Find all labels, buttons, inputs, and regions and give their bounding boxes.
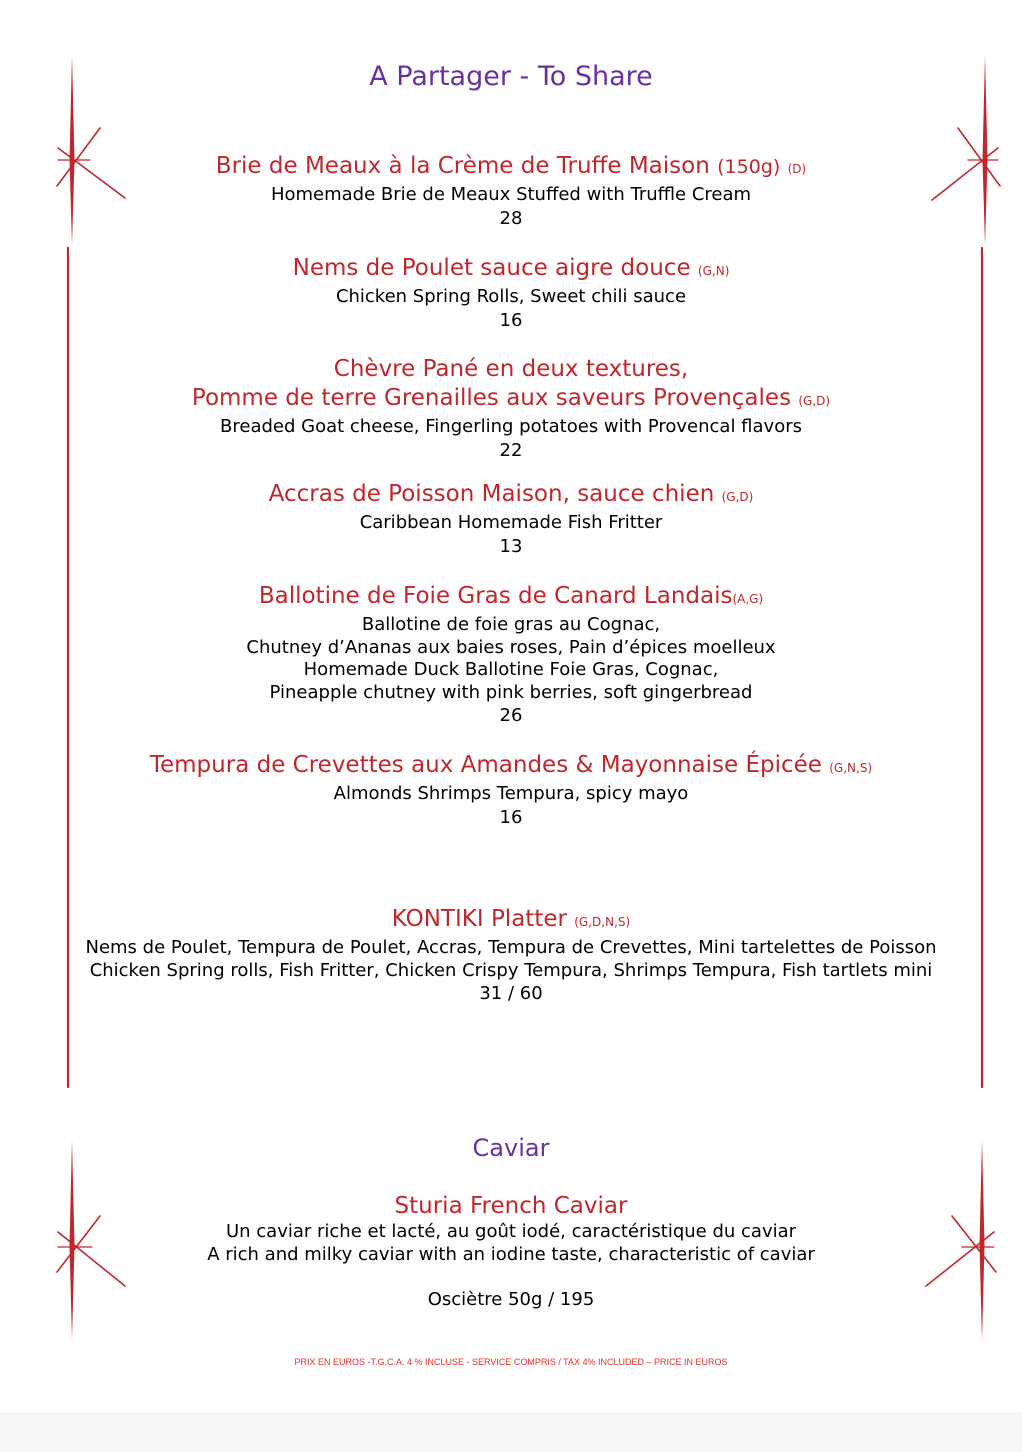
footer-note: PRIX EN EUROS -T.G.C.A. 4 % INCLUSE - SERVICE COMPRIS / TAX 4% INCLUDED – PRICE IN EUROS: [294, 1357, 728, 1367]
dish-description: Nems de Poulet, Tempura de Poulet, Accras, Tempura de Crevettes, Mini tartelettes de Poisson: [85, 937, 937, 958]
dish-name: [0, 905, 1022, 937]
menu-item: [0, 582, 1022, 727]
dish-name: [0, 480, 1022, 512]
dish-name: [0, 582, 1022, 614]
dish-description: Chutney d’Ananas aux baies roses, Pain d’épices moelleux: [246, 636, 776, 658]
menu-item: [0, 480, 1022, 558]
menu-item: [0, 254, 1022, 332]
dish-description: Homemade Brie de Meaux Stuffed with Truffle Cream: [270, 184, 752, 205]
menu-item: [0, 152, 1022, 230]
dish-weight: (150g): [717, 156, 781, 178]
dish-price: 13: [499, 535, 523, 557]
dish-price: 26: [499, 705, 523, 726]
menu-item: [0, 355, 1022, 462]
dish-name-text: KONTIKI Platter: [391, 906, 567, 932]
dish-description: Breaded Goat cheese, Fingerling potatoes with Provencal flavors: [220, 416, 802, 437]
allergen-tag: (G,N,S): [829, 761, 873, 775]
allergen-tag: (D): [787, 162, 807, 176]
dish-name-text: Tempura de Crevettes aux Amandes & Mayonnaise Épicée: [149, 752, 822, 778]
dish-name-text: Brie de Meaux à la Crème de Truffe Maison: [215, 153, 710, 179]
dish-name-line1: Chèvre Pané en deux textures,: [333, 356, 689, 382]
dish-price: 16: [499, 309, 523, 331]
allergen-tag: (G,N): [697, 264, 730, 278]
dish-name-text: Nems de Poulet sauce aigre douce: [292, 255, 691, 281]
dish-name: [0, 254, 1022, 286]
allergen-tag: (G,D,N,S): [574, 915, 631, 929]
menu-item: [0, 751, 1022, 829]
dish-price: 31 / 60: [479, 983, 543, 1004]
page-bottom-margin: [0, 1412, 1022, 1452]
dish-description: Almonds Shrimps Tempura, spicy mayo: [333, 783, 689, 804]
dish-price: 16: [499, 806, 523, 828]
dish-name: [0, 152, 1022, 184]
dish-name: Sturia French Caviar: [394, 1193, 628, 1219]
dish-description: Pineapple chutney with pink berries, soft gingerbread: [269, 681, 753, 703]
menu-item: [0, 905, 1022, 1005]
dish-description: A rich and milky caviar with an iodine taste, characteristic of caviar: [207, 1243, 815, 1265]
allergen-tag: (G,D): [798, 394, 831, 408]
dish-description: Un caviar riche et lacté, au goût iodé, caractéristique du caviar: [225, 1221, 797, 1242]
allergen-tag: (G,D): [721, 490, 754, 504]
dish-name-line2: [0, 384, 1022, 416]
dish-description: Caribbean Homemade Fish Fritter: [359, 512, 663, 533]
caviar-price: Osciètre 50g / 195: [427, 1289, 595, 1310]
allergen-tag: (A,G): [732, 592, 764, 606]
section-title-share: A Partager - To Share: [369, 61, 653, 92]
menu-item: [0, 1192, 1022, 1266]
dish-description: Chicken Spring rolls, Fish Fritter, Chicken Crispy Tempura, Shrimps Tempura, Fish tartlets mini: [89, 959, 933, 981]
section-title-caviar: Caviar: [472, 1134, 550, 1162]
dish-description: Chicken Spring Rolls, Sweet chili sauce: [335, 286, 687, 307]
dish-price: 22: [499, 439, 523, 461]
dish-price: 28: [499, 207, 523, 229]
dish-name-text: Accras de Poisson Maison, sauce chien: [268, 481, 715, 507]
dish-description: Homemade Duck Ballotine Foie Gras, Cognac,: [303, 659, 719, 680]
dish-name-text: Pomme de terre Grenailles aux saveurs Provençales: [191, 385, 792, 411]
dish-description: Ballotine de foie gras au Cognac,: [361, 614, 661, 635]
dish-name-text: Ballotine de Foie Gras de Canard Landais: [258, 583, 733, 609]
dish-name: [0, 751, 1022, 783]
